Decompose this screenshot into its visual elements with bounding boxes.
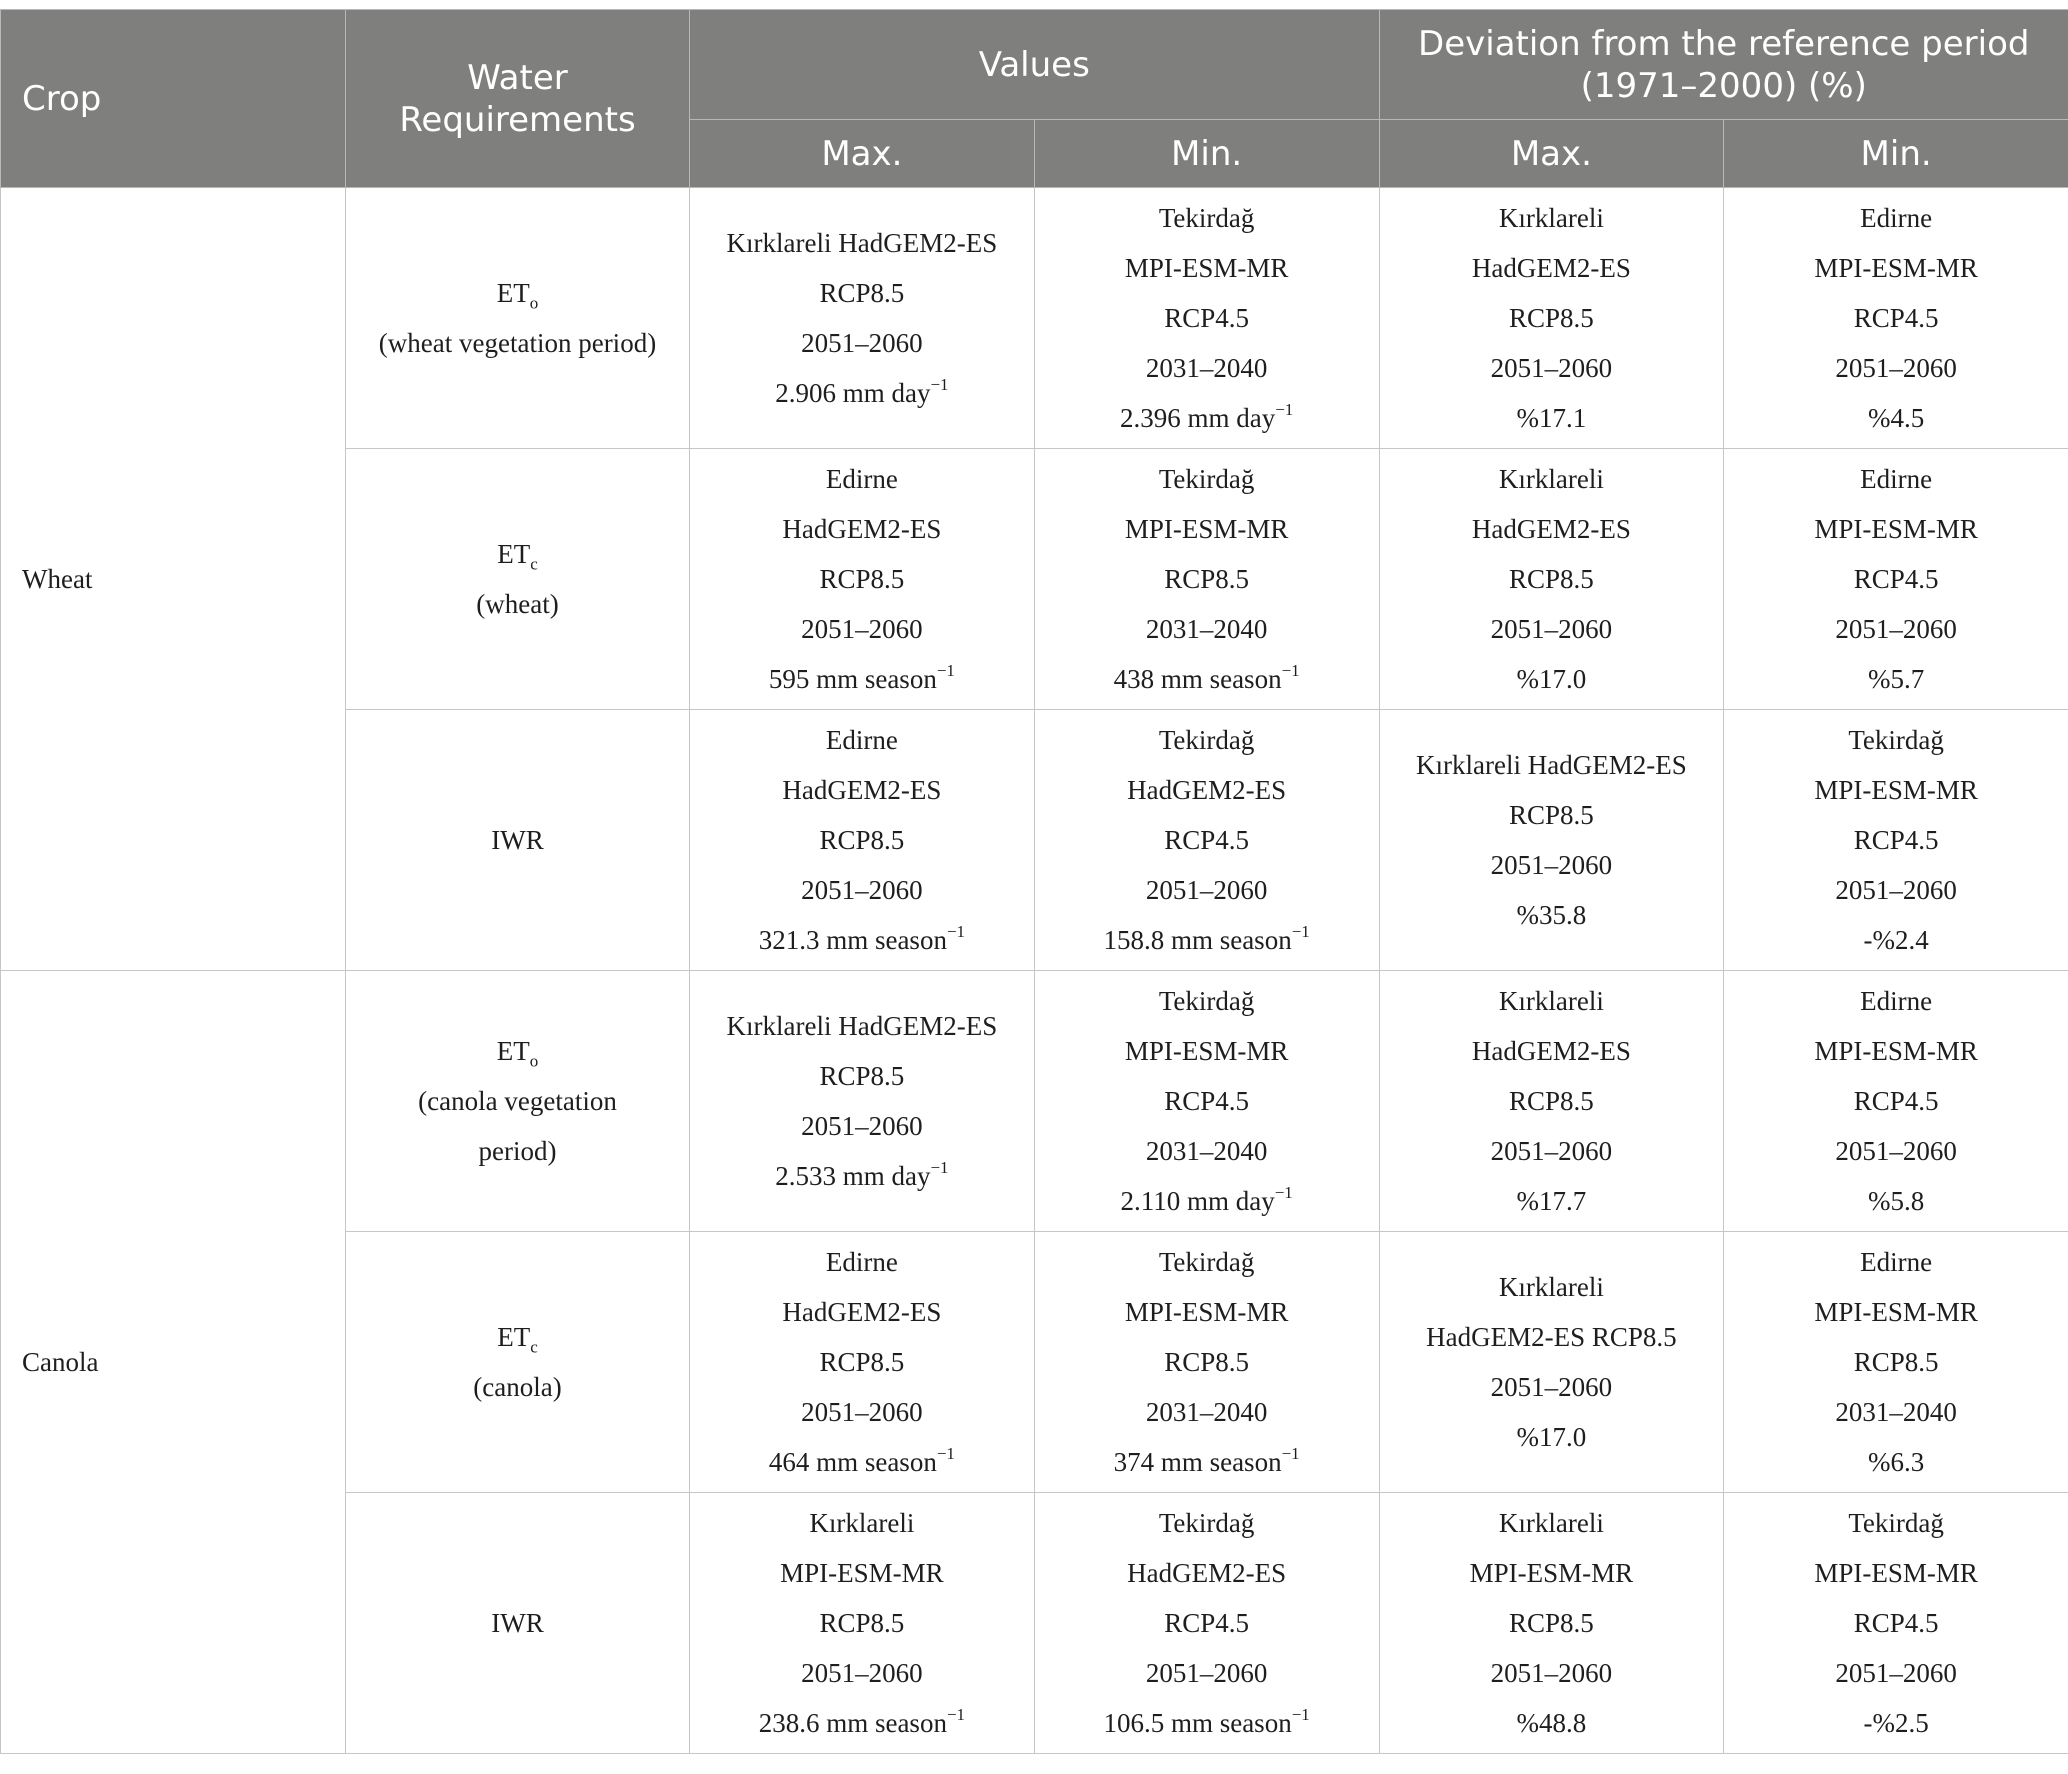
values-max-cell <box>690 449 1035 710</box>
deviation-max-cell <box>1379 1232 1724 1493</box>
values-max-cell <box>690 710 1035 971</box>
cell-line: Kırklareli <box>1498 986 1604 1016</box>
requirement-label <box>352 1598 683 1648</box>
cell-value: 2.396 mm day <box>1119 403 1276 433</box>
results-table-container <box>0 9 2068 1754</box>
cell-value-with-unit <box>1041 1698 1373 1748</box>
cell-line: MPI-ESM-MR <box>1124 1297 1289 1327</box>
cell-line: RCP8.5 <box>1508 1086 1594 1116</box>
deviation-max-cell <box>1379 1493 1724 1754</box>
requirement-label <box>352 1312 683 1362</box>
cell-line: RCP8.5 <box>819 1608 905 1638</box>
cell-line: Kırklareli <box>1498 464 1604 494</box>
requirement-note: (canola) <box>473 1372 562 1402</box>
values-min-cell <box>1034 1493 1379 1754</box>
cell-line: MPI-ESM-MR <box>1814 775 1978 805</box>
cell-line: 2031–2040 <box>1145 353 1268 383</box>
water-requirement-cell <box>346 449 690 710</box>
cell-line: RCP8.5 <box>819 825 905 855</box>
cell-line: RCP4.5 <box>1853 1086 1939 1116</box>
header-values: Values <box>690 10 1380 120</box>
water-requirement-cell <box>346 710 690 971</box>
cell-value-with-unit <box>696 1151 1028 1201</box>
cell-line: MPI-ESM-MR <box>780 1558 944 1588</box>
requirement-subscript: c <box>530 554 538 574</box>
requirement-note: (canola vegetation <box>418 1086 617 1116</box>
requirement-symbol: ET <box>497 539 531 569</box>
cell-line: %6.3 <box>1868 1447 1925 1477</box>
water-requirement-cell <box>346 971 690 1232</box>
cell-line: Tekirdağ <box>1158 464 1255 494</box>
cell-line: 2051–2060 <box>1835 353 1957 383</box>
cell-line: Tekirdağ <box>1158 1508 1255 1538</box>
requirement-symbol: ET <box>497 1322 531 1352</box>
unit-exponent: −1 <box>1274 1183 1293 1202</box>
values-min-cell <box>1034 1232 1379 1493</box>
header-values-max: Max. <box>690 120 1035 188</box>
cell-line: 2051–2060 <box>801 328 923 358</box>
requirement-label <box>352 268 683 318</box>
crop-cell: Wheat <box>1 188 346 971</box>
cell-line: 2051–2060 <box>1490 1658 1613 1688</box>
cell-line: Kırklareli <box>809 1508 915 1538</box>
cell-line: RCP4.5 <box>1853 564 1939 594</box>
cell-value: 2.533 mm day <box>775 1161 931 1191</box>
unit-exponent: −1 <box>1291 922 1310 941</box>
cell-value-with-unit <box>696 654 1028 704</box>
cell-line: 2051–2060 <box>801 1658 923 1688</box>
cell-line: Kırklareli HadGEM2-ES <box>726 228 998 258</box>
deviation-min-cell <box>1724 971 2068 1232</box>
cell-line: %5.8 <box>1868 1186 1925 1216</box>
cell-line: HadGEM2-ES <box>1471 514 1631 544</box>
cell-line: Edirne <box>825 464 898 494</box>
cell-line: 2051–2060 <box>1835 875 1957 905</box>
deviation-max-cell <box>1379 449 1724 710</box>
cell-line: MPI-ESM-MR <box>1469 1558 1634 1588</box>
cell-line: RCP8.5 <box>819 1347 905 1377</box>
cell-line: -%2.5 <box>1863 1708 1929 1738</box>
cell-line: 2051–2060 <box>1145 875 1268 905</box>
cell-line: HadGEM2-ES <box>782 1297 942 1327</box>
cell-value-with-unit <box>1041 1437 1373 1487</box>
cell-line: Edirne <box>1860 986 1933 1016</box>
cell-line: Kırklareli <box>1498 1508 1604 1538</box>
cell-value-with-unit <box>1041 654 1373 704</box>
cell-line: 2051–2060 <box>801 1111 923 1141</box>
cell-line: 2051–2060 <box>1490 1372 1613 1402</box>
cell-line: Tekirdağ <box>1848 1508 1944 1538</box>
requirement-symbol: IWR <box>491 1608 544 1638</box>
cell-line: RCP8.5 <box>1853 1347 1939 1377</box>
cell-line: Kırklareli <box>1498 203 1604 233</box>
header-crop: Crop <box>1 10 346 188</box>
unit-exponent: −1 <box>936 661 955 680</box>
cell-line: 2051–2060 <box>1490 850 1613 880</box>
cell-line: 2051–2060 <box>1490 614 1613 644</box>
cell-line: Edirne <box>825 725 898 755</box>
cell-line: MPI-ESM-MR <box>1124 253 1289 283</box>
cell-line: RCP8.5 <box>1164 1347 1250 1377</box>
cell-value: 238.6 mm season <box>758 1708 947 1738</box>
cell-line: -%2.4 <box>1863 925 1929 955</box>
table-row <box>1 188 2068 449</box>
cell-line: RCP4.5 <box>1853 303 1939 333</box>
values-min-cell <box>1034 971 1379 1232</box>
values-min-cell <box>1034 449 1379 710</box>
cell-line: RCP4.5 <box>1853 1608 1939 1638</box>
cell-value: 438 mm season <box>1113 664 1282 694</box>
unit-exponent: −1 <box>946 1705 966 1724</box>
cell-value-with-unit <box>1041 915 1373 965</box>
cell-value: 2.110 mm day <box>1120 1186 1275 1216</box>
cell-line: 2051–2060 <box>801 614 923 644</box>
header-deviation-max: Max. <box>1379 120 1724 188</box>
requirement-symbol: ET <box>496 1036 530 1066</box>
cell-value-with-unit <box>696 915 1028 965</box>
cell-line: Edirne <box>825 1247 898 1277</box>
cell-line: %5.7 <box>1868 664 1925 694</box>
values-min-cell <box>1034 188 1379 449</box>
cell-line: 2031–2040 <box>1145 1136 1268 1166</box>
cell-line: 2051–2060 <box>1835 614 1957 644</box>
header-deviation <box>1379 10 2068 120</box>
cell-line: HadGEM2-ES <box>782 775 942 805</box>
unit-exponent: −1 <box>1291 1705 1310 1724</box>
cell-line: MPI-ESM-MR <box>1814 514 1978 544</box>
cell-line: Tekirdağ <box>1158 1247 1255 1277</box>
cell-value: 321.3 mm season <box>758 925 947 955</box>
cell-value: 2.906 mm day <box>775 378 931 408</box>
requirement-label <box>352 1026 683 1076</box>
cell-line: RCP4.5 <box>1164 1086 1250 1116</box>
cell-line: Edirne <box>1860 203 1933 233</box>
cell-line: MPI-ESM-MR <box>1124 1036 1289 1066</box>
cell-line: 2051–2060 <box>1835 1658 1957 1688</box>
header-deviation-min: Min. <box>1724 120 2068 188</box>
deviation-max-cell <box>1379 188 1724 449</box>
requirement-symbol: IWR <box>491 825 544 855</box>
cell-line: Kırklareli <box>1498 1272 1604 1302</box>
cell-line: %17.1 <box>1516 403 1587 433</box>
cell-line: Tekirdağ <box>1158 203 1255 233</box>
deviation-min-cell <box>1724 1493 2068 1754</box>
header-water-requirements-line: Requirements <box>399 99 636 140</box>
cell-line: MPI-ESM-MR <box>1814 253 1978 283</box>
cell-line: 2051–2060 <box>1835 1136 1957 1166</box>
water-requirement-cell <box>346 1232 690 1493</box>
requirement-label <box>352 529 683 579</box>
cell-line: Tekirdağ <box>1158 725 1255 755</box>
unit-exponent: −1 <box>1281 661 1300 680</box>
requirement-subscript: c <box>530 1337 538 1357</box>
cell-line: HadGEM2-ES <box>1471 1036 1631 1066</box>
cell-line: HadGEM2-ES <box>1127 1558 1287 1588</box>
cell-line: Kırklareli HadGEM2-ES <box>1416 750 1687 780</box>
requirement-label <box>352 815 683 865</box>
cell-value: 595 mm season <box>768 664 937 694</box>
cell-line: HadGEM2-ES <box>1471 253 1631 283</box>
cell-line: MPI-ESM-MR <box>1124 514 1289 544</box>
unit-exponent: −1 <box>930 1158 949 1177</box>
header-values-min: Min. <box>1034 120 1379 188</box>
unit-exponent: −1 <box>946 922 966 941</box>
requirement-note: period) <box>478 1136 557 1166</box>
cell-line: RCP8.5 <box>1508 564 1594 594</box>
cell-line: %4.5 <box>1868 403 1925 433</box>
cell-line: RCP4.5 <box>1164 1608 1250 1638</box>
deviation-min-cell <box>1724 710 2068 971</box>
table-body <box>1 188 2068 1754</box>
requirement-symbol: ET <box>496 278 530 308</box>
cell-line: RCP8.5 <box>1508 800 1594 830</box>
deviation-min-cell <box>1724 188 2068 449</box>
header-deviation-line: (1971–2000) (%) <box>1580 65 1867 106</box>
header-water-requirements-line: Water <box>467 57 568 98</box>
crop-cell: Canola <box>1 971 346 1754</box>
unit-exponent: −1 <box>936 1444 955 1463</box>
cell-value: 158.8 mm season <box>1103 925 1292 955</box>
values-max-cell <box>690 971 1035 1232</box>
cell-line: RCP8.5 <box>1164 564 1250 594</box>
values-max-cell <box>690 188 1035 449</box>
cell-line: Tekirdağ <box>1158 986 1255 1016</box>
cell-line: MPI-ESM-MR <box>1814 1036 1978 1066</box>
table-row <box>1 971 2068 1232</box>
cell-line: RCP8.5 <box>1508 1608 1594 1638</box>
cell-line: HadGEM2-ES RCP8.5 <box>1426 1322 1677 1352</box>
cell-line: 2031–2040 <box>1145 614 1268 644</box>
cell-value-with-unit <box>1041 393 1373 443</box>
cell-line: 2031–2040 <box>1145 1397 1268 1427</box>
cell-value-with-unit <box>1041 1176 1373 1226</box>
cell-line: RCP8.5 <box>1508 303 1594 333</box>
unit-exponent: −1 <box>1281 1444 1300 1463</box>
cell-line: RCP4.5 <box>1853 825 1939 855</box>
water-requirement-cell <box>346 1493 690 1754</box>
requirement-note: (wheat vegetation period) <box>378 328 657 358</box>
table-header <box>1 10 2068 188</box>
cell-line: %17.7 <box>1516 1186 1587 1216</box>
deviation-max-cell <box>1379 710 1724 971</box>
cell-line: RCP4.5 <box>1164 825 1250 855</box>
unit-exponent: −1 <box>930 375 949 394</box>
cell-value-with-unit <box>696 368 1028 418</box>
cell-value: 374 mm season <box>1113 1447 1282 1477</box>
cell-line: Tekirdağ <box>1848 725 1944 755</box>
cell-line: 2051–2060 <box>801 875 923 905</box>
cell-line: HadGEM2-ES <box>782 514 942 544</box>
cell-line: 2051–2060 <box>1145 1658 1268 1688</box>
header-deviation-line: Deviation from the reference period <box>1418 23 2030 64</box>
header-water-requirements <box>346 10 690 188</box>
requirement-note: (wheat) <box>476 589 559 619</box>
cell-line: MPI-ESM-MR <box>1814 1297 1978 1327</box>
cell-line: RCP8.5 <box>819 278 905 308</box>
water-requirements-table <box>0 9 2068 1754</box>
water-requirement-cell <box>346 188 690 449</box>
cell-line: HadGEM2-ES <box>1127 775 1287 805</box>
requirement-subscript: o <box>529 293 539 313</box>
cell-line: %48.8 <box>1516 1708 1587 1738</box>
cell-value: 106.5 mm season <box>1103 1708 1292 1738</box>
cell-line: %35.8 <box>1516 900 1587 930</box>
cell-line: Edirne <box>1860 464 1933 494</box>
cell-line: Edirne <box>1860 1247 1933 1277</box>
cell-line: RCP8.5 <box>819 564 905 594</box>
cell-line: 2051–2060 <box>1490 1136 1613 1166</box>
unit-exponent: −1 <box>1275 400 1294 419</box>
cell-line: %17.0 <box>1516 664 1587 694</box>
cell-line: MPI-ESM-MR <box>1814 1558 1978 1588</box>
deviation-min-cell <box>1724 449 2068 710</box>
cell-value-with-unit <box>696 1698 1028 1748</box>
cell-line: %17.0 <box>1516 1422 1587 1452</box>
deviation-max-cell <box>1379 971 1724 1232</box>
values-max-cell <box>690 1232 1035 1493</box>
deviation-min-cell <box>1724 1232 2068 1493</box>
cell-line: 2051–2060 <box>1490 353 1613 383</box>
cell-value: 464 mm season <box>768 1447 937 1477</box>
requirement-subscript: o <box>529 1051 539 1071</box>
cell-line: 2051–2060 <box>801 1397 923 1427</box>
cell-value-with-unit <box>696 1437 1028 1487</box>
cell-line: Kırklareli HadGEM2-ES <box>726 1011 998 1041</box>
values-min-cell <box>1034 710 1379 971</box>
cell-line: RCP8.5 <box>819 1061 905 1091</box>
cell-line: 2031–2040 <box>1835 1397 1957 1427</box>
values-max-cell <box>690 1493 1035 1754</box>
cell-line: RCP4.5 <box>1164 303 1250 333</box>
